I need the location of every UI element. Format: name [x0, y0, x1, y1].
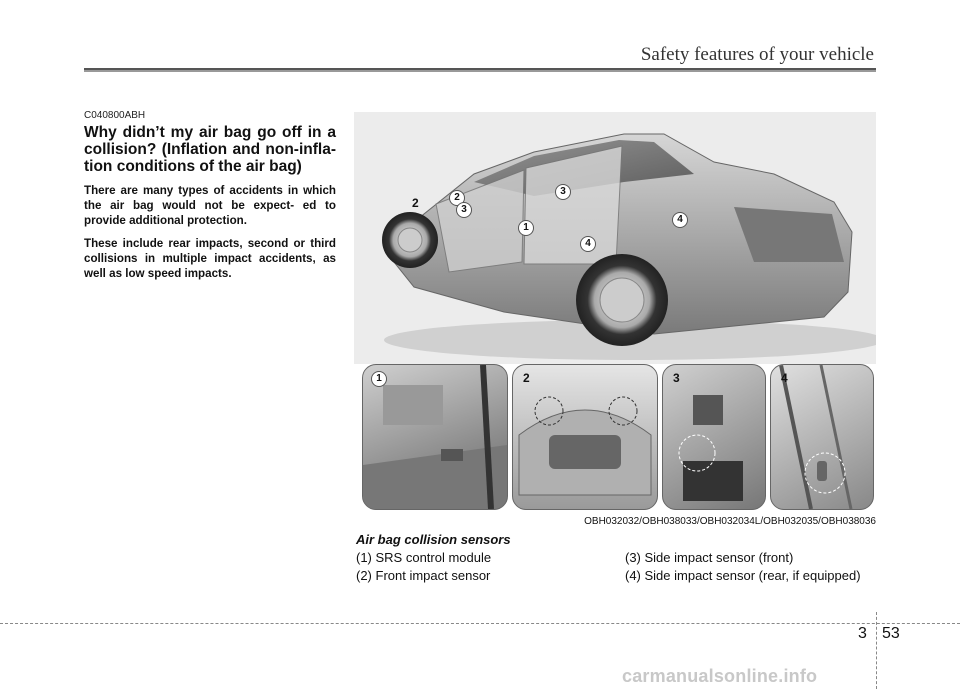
marker-3a: 3 [456, 202, 472, 218]
marker-3b: 3 [555, 184, 571, 200]
header-rule [84, 68, 876, 72]
footer-divider [876, 612, 877, 689]
sensor-detail-images [362, 364, 874, 510]
chapter-number: 3 [858, 625, 867, 642]
marker-4a: 4 [672, 212, 688, 228]
thumb-side-sensor-front [662, 364, 766, 510]
marker-1: 1 [518, 220, 534, 236]
caption-title: Air bag collision sensors [356, 532, 511, 547]
thumb-srs-module [362, 364, 508, 510]
paragraph-1: There are many types of accidents in which the air bag would not be expect- ed to provide additional protection. [84, 184, 336, 227]
thumb-front-sensor [512, 364, 658, 510]
thumb-label-4: 4 [781, 371, 788, 385]
thumb-side-sensor-rear [770, 364, 874, 510]
marker-4b: 4 [580, 236, 596, 252]
text-column [84, 110, 336, 289]
paragraph-2: These include rear impacts, second or third collisions in multiple impact accidents, as well as low speed impacts. [84, 237, 336, 280]
page-number: 53 [882, 625, 900, 642]
section-title: Safety features of your vehicle [640, 44, 874, 65]
figure-code: OBH032032/OBH038033/OBH032034L/OBH032035/OBH038036 [584, 516, 876, 527]
section-heading: Why didn’t my air bag go off in a collision? (Inflation and non-infla- tion conditions of the air bag) [84, 124, 336, 175]
thumb-label-2: 2 [523, 371, 530, 385]
car-illustration [354, 112, 876, 364]
thumb-label-3: 3 [673, 371, 680, 385]
section-code: C040800ABH [84, 110, 146, 121]
thumb-label-1: 1 [371, 371, 387, 387]
footer-rule [0, 623, 960, 624]
caption-item-4: (4) Side impact sensor (rear, if equipped) [625, 568, 861, 583]
caption-item-2: (2) Front impact sensor [356, 568, 491, 583]
marker-2a: 2 [412, 196, 419, 210]
caption-item-1: (1) SRS control module [356, 550, 492, 565]
caption-item-3: (3) Side impact sensor (front) [625, 550, 794, 565]
marker-2b: 2 [449, 190, 465, 206]
watermark: carmanualsonline.info [622, 666, 818, 686]
